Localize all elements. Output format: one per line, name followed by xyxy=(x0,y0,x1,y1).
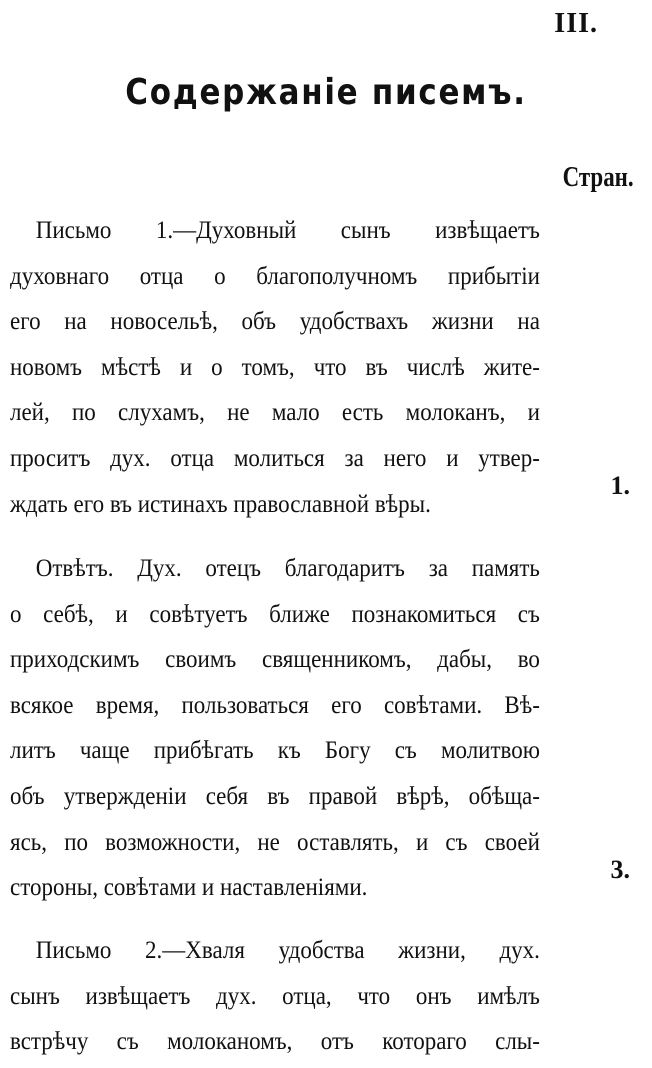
entry-line: его на новосельѣ, объ удобствахъ жизни на xyxy=(10,308,540,336)
entry-line: новомъ мѣстѣ и о томъ, что въ числѣ жите- xyxy=(10,353,540,381)
entry-line: приходскимъ своимъ священникомъ, дабы, во xyxy=(10,646,540,674)
entry-line: Письмо 2.—Хваля удобства жизни, дух. xyxy=(35,937,540,964)
entry-line: о себѣ, и совѣтуетъ ближе познакомиться съ xyxy=(10,600,540,628)
entry-line: проситъ дух. отца молиться за него и утвер- xyxy=(10,444,540,472)
entry-line: сынъ извѣщаетъ дух. отца, что онъ имѣлъ xyxy=(10,982,540,1010)
entry-line: объ утвержденіи себя въ правой вѣрѣ, обѣща- xyxy=(10,782,540,810)
entry-line: ясь, по возможности, не оставлять, и съ своей xyxy=(10,828,540,856)
entry-line: встрѣчу съ молоканомъ, отъ котораго слы- xyxy=(10,1028,540,1056)
entry-line: Письмо 1.—Духовный сынъ извѣщаетъ xyxy=(35,217,540,244)
entry-line: духовнаго отца о благополучномъ прибытіи xyxy=(10,262,540,290)
entry-line: литъ чаще прибѣгать къ Богу съ молитвою xyxy=(10,737,540,765)
entry-line: всякое время, пользоваться его совѣтами. Вѣ- xyxy=(10,691,540,719)
entry-line: стороны, совѣтами и наставленіями. xyxy=(10,874,368,902)
entry-page-number: 1. xyxy=(610,471,630,500)
entry-line: лей, по слухамъ, не мало есть молоканъ, и xyxy=(10,399,540,427)
contents-entry xyxy=(10,208,540,527)
page-title: Содержаніе писемъ. xyxy=(125,72,527,113)
entry-line: ждать его въ истинахъ православной вѣры. xyxy=(10,490,431,518)
contents-entry xyxy=(10,546,540,911)
contents-entry xyxy=(10,928,540,1065)
page-number: III. xyxy=(554,8,598,39)
entry-page-number: 3. xyxy=(610,855,630,884)
page-column-header: Стран. xyxy=(562,162,634,193)
entry-line: Отвѣтъ. Дух. отецъ благодаритъ за память xyxy=(35,555,540,582)
